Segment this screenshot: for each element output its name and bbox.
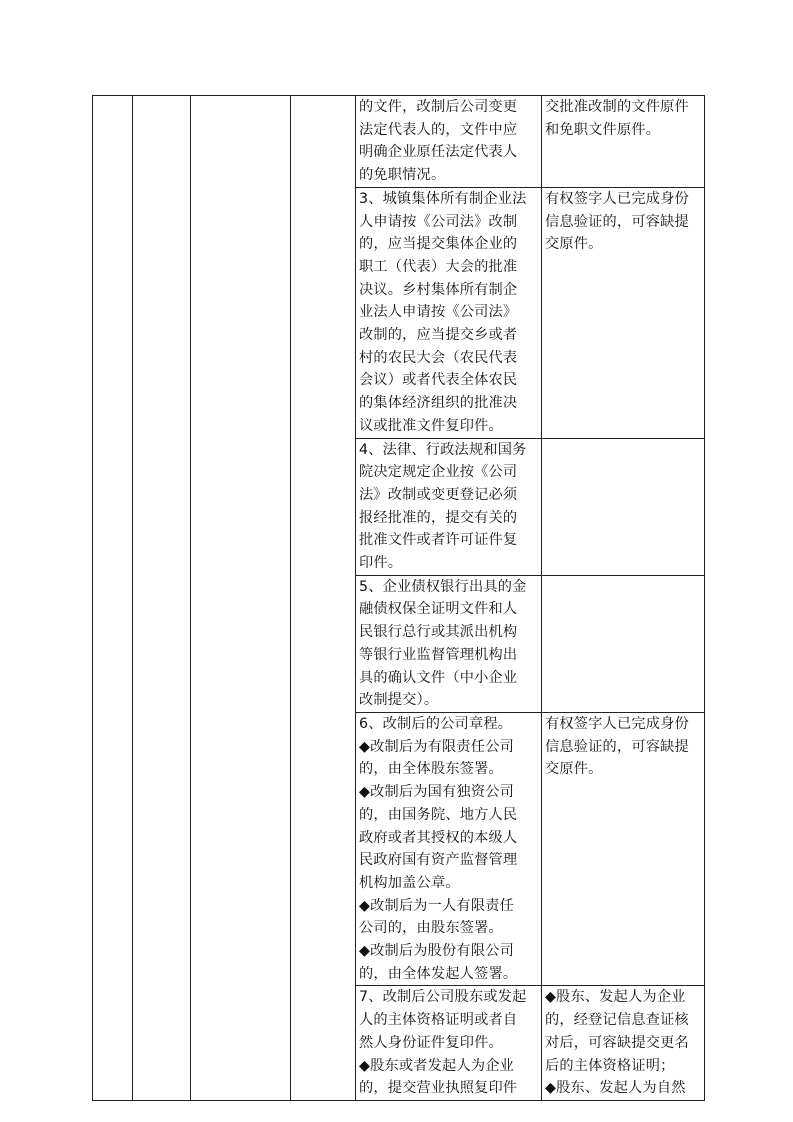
note-line: 有权签字人已完成身份 bbox=[545, 715, 689, 732]
requirements-table bbox=[92, 95, 705, 1101]
empty-col-4 bbox=[291, 96, 356, 1101]
requirement-line: 民银行总行或其派出机构 bbox=[359, 624, 518, 641]
requirement-line: 改制的，应当提交乡或者 bbox=[359, 327, 518, 344]
requirement-line: 融债权保全证明文件和人 bbox=[359, 601, 518, 618]
note-line: 交原件。 bbox=[545, 236, 603, 253]
requirement-cell bbox=[356, 986, 542, 1101]
requirement-line: 职工（代表）大会的批准 bbox=[359, 258, 518, 275]
requirement-line: 3、城镇集体所有制企业法 bbox=[359, 190, 527, 207]
note-line: 交批准改制的文件原件 bbox=[545, 99, 689, 115]
requirement-line: 报经批准的，提交有关的 bbox=[359, 509, 518, 526]
requirement-line: 5、企业债权银行出具的金 bbox=[359, 578, 527, 595]
note-line: 信息验证的，可容缺提 bbox=[545, 213, 689, 230]
requirement-line: 7、改制后公司股东或发起 bbox=[359, 989, 527, 1006]
requirement-line: 决议。乡村集体所有制企 bbox=[359, 281, 518, 298]
requirement-cell bbox=[356, 96, 542, 188]
requirement-line: 的文件，改制后公司变更 bbox=[359, 99, 518, 115]
requirement-line: ◆改制后为有限责任公司 bbox=[359, 738, 514, 755]
requirement-line: 然人身份证件复印件。 bbox=[359, 1034, 503, 1051]
requirement-line: 法》改制或变更登记必须 bbox=[359, 486, 518, 503]
note-cell bbox=[542, 712, 705, 985]
note-line: ◆股东、发起人为自然 bbox=[545, 1080, 686, 1097]
requirement-line: 印件。 bbox=[359, 555, 403, 572]
requirement-line: 具的确认文件（中小企业 bbox=[359, 669, 518, 686]
requirement-line: 议或批准文件复印件。 bbox=[359, 417, 503, 434]
requirement-line: ◆股东或者发起人为企业 bbox=[359, 1057, 514, 1074]
note-cell bbox=[542, 96, 705, 188]
requirement-line: 人的主体资格证明或者自 bbox=[359, 1012, 518, 1029]
empty-col-3 bbox=[191, 96, 291, 1101]
requirement-line: 民政府国有资产监督管理 bbox=[359, 852, 518, 869]
requirement-cell bbox=[356, 712, 542, 985]
requirement-line: 会议）或者代表全体农民 bbox=[359, 372, 518, 389]
note-line: 交原件。 bbox=[545, 761, 603, 778]
requirement-line: 等银行业监督管理机构出 bbox=[359, 646, 518, 663]
note-line: 信息验证的，可容缺提 bbox=[545, 738, 689, 755]
requirement-line: 的，提交营业执照复印件 bbox=[359, 1080, 518, 1097]
requirement-line: 院决定规定企业按《公司 bbox=[359, 464, 518, 481]
requirement-line: 的免职情况。 bbox=[359, 167, 446, 184]
requirement-cell bbox=[356, 438, 542, 575]
requirement-line: 的，由全体股东签署。 bbox=[359, 761, 503, 778]
requirement-line: 法定代表人的，文件中应 bbox=[359, 121, 518, 138]
note-line: 对后，可容缺提交更名 bbox=[545, 1034, 689, 1051]
note-line: ◆股东、发起人为企业 bbox=[545, 989, 686, 1006]
requirement-line: 村的农民大会（农民代表 bbox=[359, 349, 518, 366]
requirement-cell bbox=[356, 575, 542, 712]
note-cell bbox=[542, 438, 705, 575]
requirement-line: 改制提交）。 bbox=[359, 692, 439, 709]
requirement-line: ◆改制后为股份有限公司 bbox=[359, 943, 514, 960]
empty-col-1 bbox=[93, 96, 133, 1101]
note-line: 后的主体资格证明； bbox=[545, 1057, 675, 1074]
requirement-line: 政府或者其授权的本级人 bbox=[359, 829, 518, 846]
requirement-line: 明确企业原任法定代表人 bbox=[359, 144, 518, 161]
requirement-line: ◆改制后为一人有限责任 bbox=[359, 897, 514, 914]
requirement-line: 人申请按《公司法》改制 bbox=[359, 213, 518, 230]
requirement-cell bbox=[356, 187, 542, 438]
requirement-line: 业法人申请按《公司法》 bbox=[359, 304, 518, 321]
requirement-line: 的，由国务院、地方人民 bbox=[359, 806, 518, 823]
note-line: 的，经登记信息查证核 bbox=[545, 1012, 689, 1029]
note-cell bbox=[542, 575, 705, 712]
table-row bbox=[93, 96, 705, 188]
requirement-line: ◆改制后为国有独资公司 bbox=[359, 784, 514, 801]
requirement-line: 的集体经济组织的批准决 bbox=[359, 395, 518, 412]
requirement-line: 的，应当提交集体企业的 bbox=[359, 236, 518, 253]
note-line: 有权签字人已完成身份 bbox=[545, 190, 689, 207]
requirement-line: 机构加盖公章。 bbox=[359, 874, 460, 891]
note-line: 和免职文件原件。 bbox=[545, 121, 661, 138]
requirement-line: 批准文件或者许可证件复 bbox=[359, 532, 518, 549]
requirement-line: 6、改制后的公司章程。 bbox=[359, 715, 513, 732]
note-cell bbox=[542, 986, 705, 1101]
empty-col-2 bbox=[133, 96, 191, 1101]
requirement-line: 的，由全体发起人签署。 bbox=[359, 965, 518, 982]
requirement-line: 公司的，由股东签署。 bbox=[359, 920, 503, 937]
note-cell bbox=[542, 187, 705, 438]
requirement-line: 4、法律、行政法规和国务 bbox=[359, 441, 527, 458]
